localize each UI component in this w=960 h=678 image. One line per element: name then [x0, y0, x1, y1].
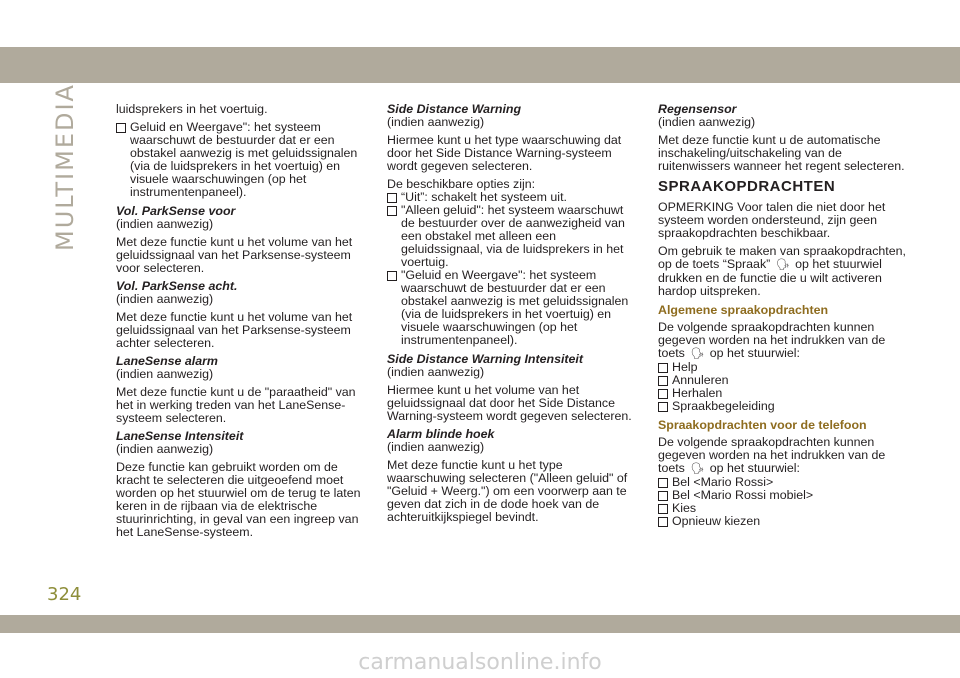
section-title: SPRAAKOPDRACHTEN — [658, 178, 836, 195]
checkbox-bullet-icon — [387, 206, 397, 216]
page-number: 324 — [47, 584, 82, 605]
column-1 — [116, 103, 368, 544]
voice-button-icon: 🗣 — [690, 463, 705, 475]
availability-note: (indien aanwezig) — [387, 115, 485, 129]
availability-note: (indien aanwezig) — [387, 365, 485, 379]
heading: Side Distance Warning Intensiteit — [387, 352, 583, 366]
paragraph: Hiermee kunt u het type waarschuwing dat door het Side Distance Warning-systeem wordt gegeven selecteren. — [387, 133, 622, 173]
checkbox-bullet-icon — [658, 504, 668, 514]
list-item: "Geluid en Weergave": het systeem waarschuwt de bestuurder dat er een obstakel aanwezig is met geluidssignalen (via de luidsprekers in het voertuig) en visuele waarschuwingen (op het instrumentenpaneel). — [387, 269, 639, 347]
list-item: "Alleen geluid": het systeem waarschuwt de bestuurder over de aanwezigheid van een obstakel met alleen een geluidssignaal, via de luidsprekers in het voertuig. — [387, 204, 639, 269]
checkbox-bullet-icon — [387, 271, 397, 281]
paragraph: De volgende spraakopdrachten kunnen gegeven worden na het indrukken van de toets 🗣 op het stuurwiel: — [658, 435, 886, 475]
heading: Side Distance Warning — [387, 102, 522, 116]
watermark: carmanualsonline.info — [358, 650, 602, 675]
checkbox-bullet-icon — [658, 478, 668, 488]
list-item: “Uit”: schakelt het systeem uit. — [387, 191, 639, 204]
paragraph: Met deze functie kunt u de "paraatheid" van het in werking treden van het LaneSense-systeem selecteren. — [116, 385, 356, 425]
heading: Vol. ParkSense voor — [116, 204, 236, 218]
paragraph: Met deze functie kunt u het type waarschuwing selecteren ("Alleen geluid" of "Geluid + Weerg.") om een voorwerp aan te geven dat zich in de dode hoek van de achteruitkijkspiegel bevindt. — [387, 458, 628, 524]
paragraph: Met deze functie kunt u de automatische inschakeling/uitschakeling van de ruitenwissers wanneer het regent selecteren. — [658, 133, 905, 173]
checkbox-bullet-icon — [658, 402, 668, 412]
list-item: Geluid en Weergave": het systeem waarschuwt de bestuurder dat er een obstakel aanwezig is met geluidssignalen (via de luidsprekers in het voertuig) en visuele waarschuwingen (op het instrumentenpaneel). — [116, 121, 368, 199]
checkbox-bullet-icon — [116, 123, 126, 133]
paragraph: Deze functie kan gebruikt worden om de kracht te selecteren die uitgeoefend moet worden op het stuurwiel om de terug te laten keren in de rijbaan via de elektrische stuurinrichting, in geval van een ingreep van het LaneSense-systeem. — [116, 460, 361, 539]
voice-button-icon: 🗣 — [690, 348, 705, 360]
checkbox-bullet-icon — [387, 193, 397, 203]
heading: LaneSense alarm — [116, 354, 218, 368]
column-2 — [387, 103, 639, 529]
heading: LaneSense Intensiteit — [116, 429, 244, 443]
list-item: Bel <Mario Rossi> — [658, 476, 910, 489]
note-paragraph: OPMERKING Voor talen die niet door het systeem worden ondersteund, zijn geen spraakopdrachten beschikbaar. — [658, 200, 886, 240]
voice-button-icon: 🗣 — [775, 259, 790, 271]
availability-note: (indien aanwezig) — [658, 115, 756, 129]
section-side-label: MULTIMEDIA — [51, 83, 79, 251]
list-item: Herhalen — [658, 387, 910, 400]
heading: Vol. ParkSense acht. — [116, 279, 238, 293]
list-item: Kies — [658, 502, 910, 515]
paragraph: De volgende spraakopdrachten kunnen gegeven worden na het indrukken van de toets 🗣 op het stuurwiel: — [658, 320, 886, 360]
subheading: Spraakopdrachten voor de telefoon — [658, 418, 867, 432]
column-3 — [658, 103, 910, 528]
paragraph: De beschikbare opties zijn: — [387, 177, 536, 191]
list-item: Spraakbegeleiding — [658, 400, 910, 413]
heading: Regensensor — [658, 102, 737, 116]
list-item: Help — [658, 361, 910, 374]
paragraph: Hiermee kunt u het volume van het geluidssignaal dat door het Side Distance Warning-systeem wordt gegeven selecteren. — [387, 383, 632, 423]
paragraph: Om gebruik te maken van spraakopdrachten, op de toets “Spraak” 🗣 op het stuurwiel drukken en de functie die u wilt activeren hardop uitspreken. — [658, 244, 906, 298]
availability-note: (indien aanwezig) — [387, 440, 485, 454]
availability-note: (indien aanwezig) — [116, 292, 214, 306]
paragraph: Met deze functie kunt u het volume van het geluidssignaal van het Parksense-systeem achter selecteren. — [116, 310, 353, 350]
availability-note: (indien aanwezig) — [116, 367, 214, 381]
checkbox-bullet-icon — [658, 389, 668, 399]
header-band — [0, 47, 960, 83]
paragraph: luidsprekers in het voertuig. — [116, 102, 268, 116]
checkbox-bullet-icon — [658, 491, 668, 501]
checkbox-bullet-icon — [658, 363, 668, 373]
list-item: Annuleren — [658, 374, 910, 387]
availability-note: (indien aanwezig) — [116, 442, 214, 456]
list-item: Opnieuw kiezen — [658, 515, 910, 528]
paragraph: Met deze functie kunt u het volume van het geluidssignaal van het Parksense-systeem voor selecteren. — [116, 235, 353, 275]
checkbox-bullet-icon — [658, 376, 668, 386]
footer-band — [0, 615, 960, 633]
list-item: Bel <Mario Rossi mobiel> — [658, 489, 910, 502]
heading: Alarm blinde hoek — [387, 427, 495, 441]
availability-note: (indien aanwezig) — [116, 217, 214, 231]
subheading: Algemene spraakopdrachten — [658, 303, 829, 317]
checkbox-bullet-icon — [658, 517, 668, 527]
